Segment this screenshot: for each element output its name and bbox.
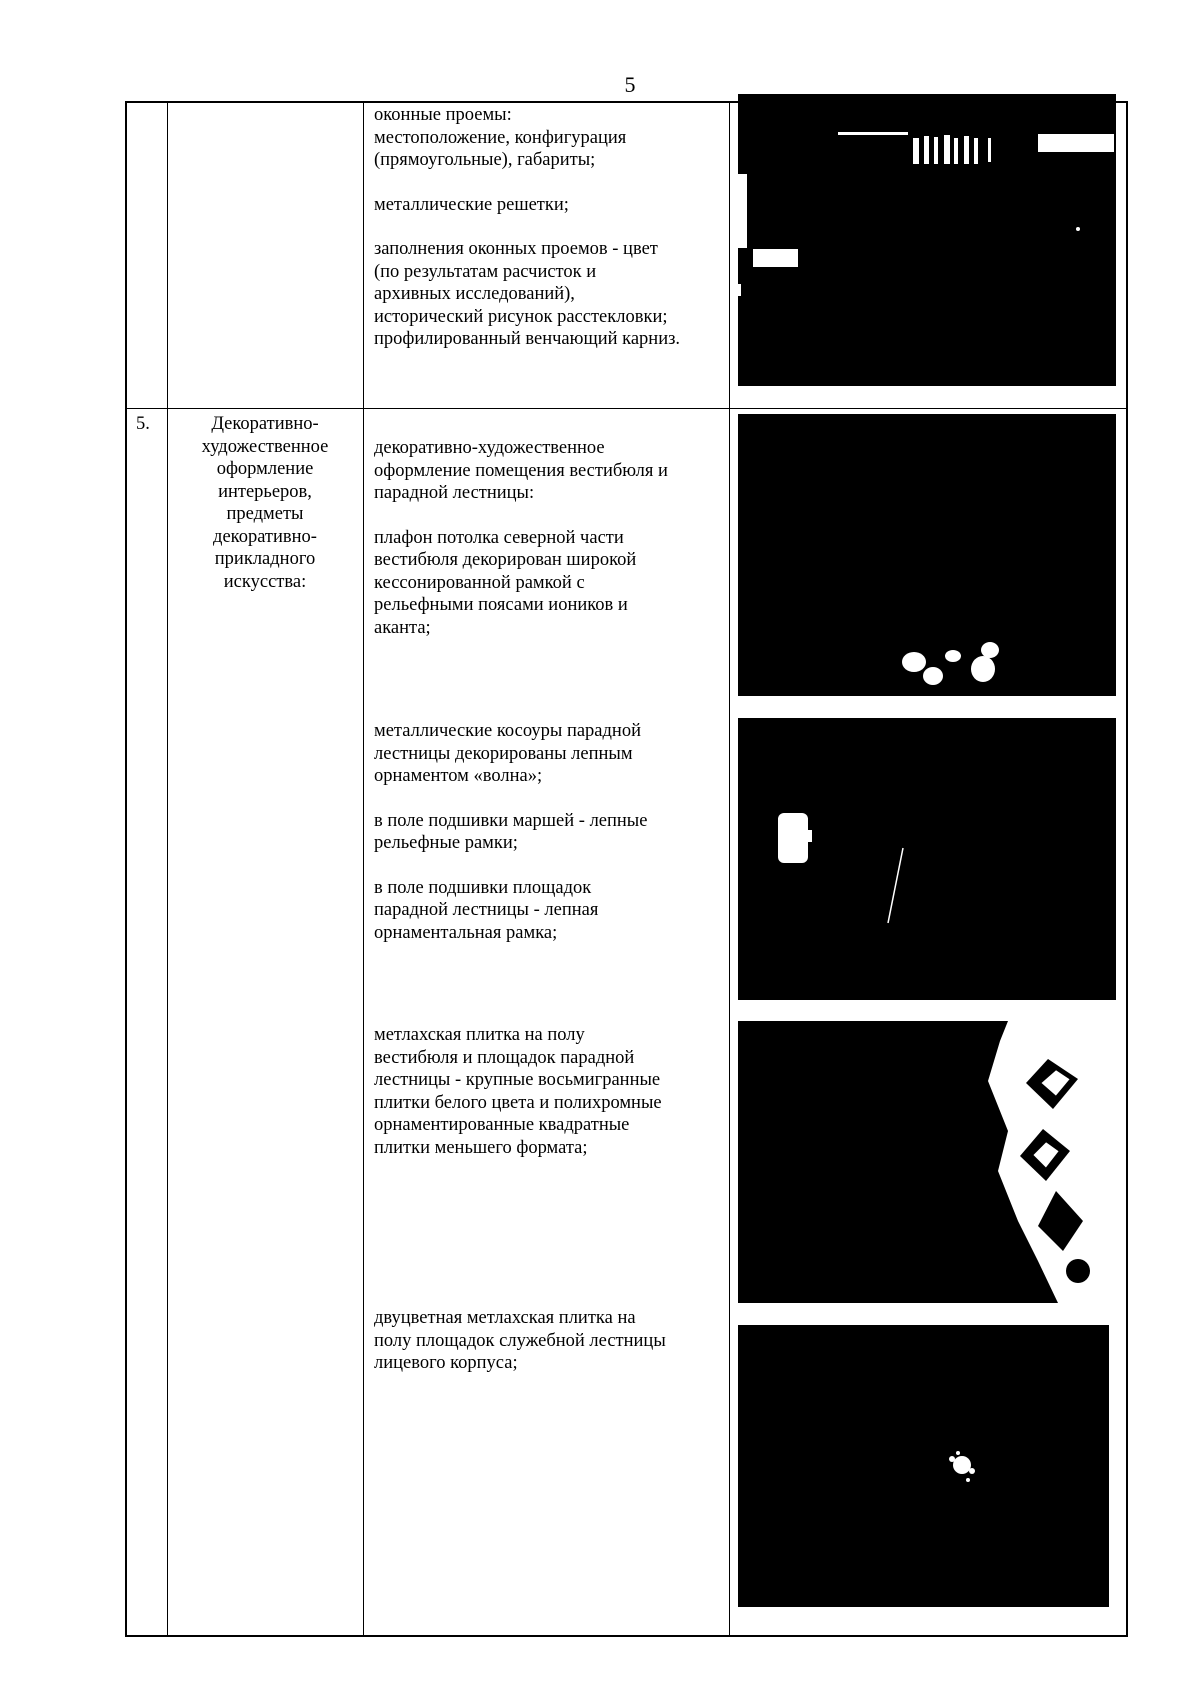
column-divider [363,103,364,1635]
row-number: 5. [136,414,150,434]
column-divider [729,103,730,1635]
paragraph: металлические косоуры парадной лестницы декорированы лепным орнаментом «волна»; [374,721,641,786]
paragraph: металлические решетки; [374,194,569,215]
heritage-table [125,101,1128,1637]
description-group [374,437,724,639]
paragraph: заполнения оконных проемов - цвет (по результатам расчисток и архивных исследований), исторический рисунок расстекловки; профилированный венчающий карниз. [374,239,681,349]
row-title [169,413,361,593]
vestibule-floor-tile-photo [738,1021,1116,1303]
vestibule-ceiling-photo [738,414,1116,696]
paragraph: плафон потолка северной части вестибюля декорирован широкой кессонированной рамкой с рельефными поясами иоников и аканта; [374,527,637,638]
paragraph: оконные проемы: местоположение, конфигурация (прямоугольные), габариты; [374,105,627,170]
description-group [374,1024,724,1159]
paragraph: метлахская плитка на полу вестибюля и площадок парадной лестницы - крупные восьмигранные плитки белого цвета и полихромные орнаментированные квадратные плитки меньшего формата; [374,1025,662,1158]
description-group [374,720,724,944]
paragraph: в поле подшивки маршей - лепные рельефные рамки; [374,810,648,853]
section-title: Декоративно- художественное оформление интерьеров, предметы декоративно- прикладного искусства: [201,414,329,592]
row-divider [127,408,1126,409]
service-stair-tile-photo [738,1325,1109,1607]
description-group [374,1307,724,1375]
paragraph: двуцветная метлахская плитка на полу площадок служебной лестницы лицевого корпуса; [374,1308,666,1373]
window-photo [738,94,1116,386]
continuation-description [374,104,724,351]
stair-stringer-photo [738,718,1116,1000]
page-number: 5 [624,72,636,97]
column-divider [167,103,168,1635]
paragraph: декоративно-художественное оформление помещения вестибюля и парадной лестницы: [374,438,668,503]
paragraph: в поле подшивки площадок парадной лестницы - лепная орнаментальная рамка; [374,877,599,943]
